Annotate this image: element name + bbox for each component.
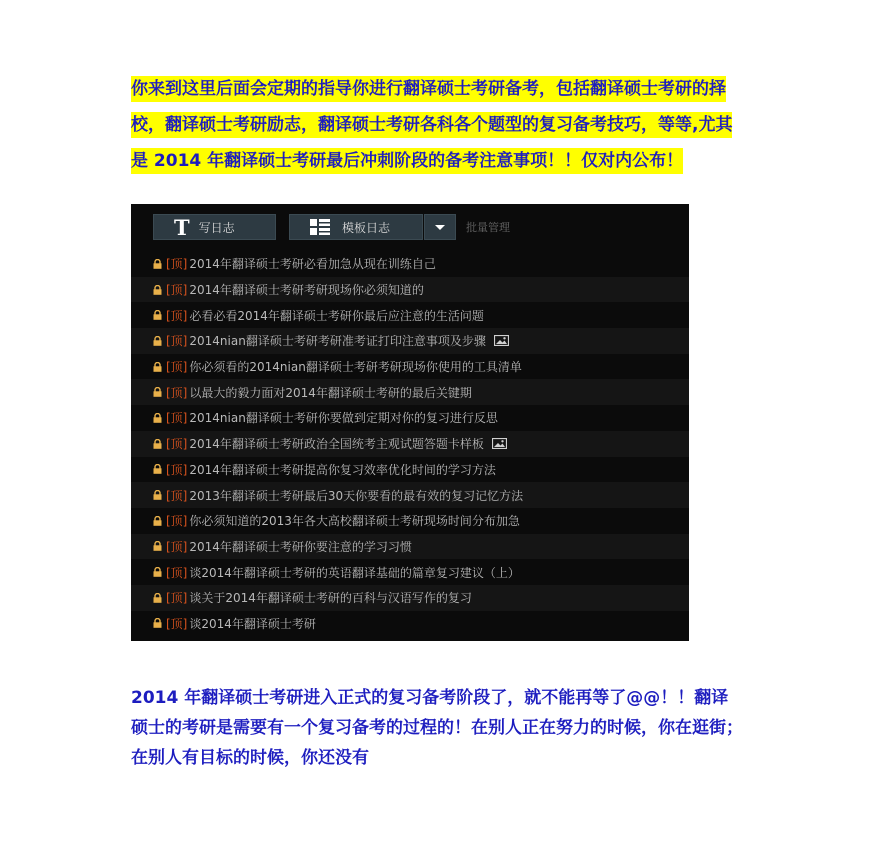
outro-paragraph <box>131 683 743 773</box>
list-item-title[interactable]: 2014年翻译硕士考研政治全国统考主观试题答题卡样板 <box>189 437 484 452</box>
list-item[interactable] <box>131 302 689 328</box>
lock-icon <box>153 259 162 269</box>
lock-icon <box>153 516 162 526</box>
pinned-tag: [顶] <box>166 283 188 298</box>
list-item[interactable] <box>131 457 689 483</box>
intro-paragraph <box>131 71 743 179</box>
pinned-tag: [顶] <box>166 257 188 272</box>
list-item[interactable] <box>131 534 689 560</box>
blog-list <box>131 251 689 636</box>
list-item[interactable] <box>131 251 689 277</box>
list-item-title[interactable]: 你必须看的2014nian翻译硕士考研考研现场你使用的工具清单 <box>189 360 522 375</box>
lock-icon <box>153 618 162 628</box>
template-blog-label: 模板日志 <box>342 220 391 235</box>
list-item-title[interactable]: 必看必看2014年翻译硕士考研你最后应注意的生活问题 <box>189 308 484 323</box>
write-blog-button[interactable] <box>153 214 276 240</box>
pinned-tag: [顶] <box>166 591 188 606</box>
list-item-title[interactable]: 2014nian翻译硕士考研考研准考证打印注意事项及步骤 <box>189 334 486 349</box>
list-item-title[interactable]: 2014年翻译硕士考研考研现场你必须知道的 <box>189 283 424 298</box>
image-icon <box>492 438 507 449</box>
pinned-tag: [顶] <box>166 539 188 554</box>
pinned-tag: [顶] <box>166 385 188 400</box>
list-item[interactable] <box>131 354 689 380</box>
list-item[interactable] <box>131 611 689 637</box>
list-item[interactable] <box>131 508 689 534</box>
image-icon <box>494 335 509 346</box>
lock-icon <box>153 541 162 551</box>
list-item[interactable] <box>131 328 689 354</box>
list-item[interactable] <box>131 431 689 457</box>
pinned-tag: [顶] <box>166 334 188 349</box>
template-list-icon <box>310 219 330 235</box>
pinned-tag: [顶] <box>166 437 188 452</box>
intro-text: 你来到这里后面会定期的指导你进行翻译硕士考研备考，包括翻译硕士考研的择校，翻译硕士考研励志，翻译硕士考研各科各个题型的复习备考技巧，等等,尤其是 2014 年翻译硕士考研最后冲刺阶段的备考注意事项！！仅对内公布！ <box>131 76 732 174</box>
list-item-title[interactable]: 谈2014年翻译硕士考研 <box>189 616 316 631</box>
lock-icon <box>153 593 162 603</box>
list-item-title[interactable]: 2014年翻译硕士考研必看加急从现在训练自己 <box>189 257 436 272</box>
write-blog-label: 写日志 <box>198 220 235 235</box>
list-item-title[interactable]: 2014nian翻译硕士考研你要做到定期对你的复习进行反思 <box>189 411 498 426</box>
lock-icon <box>153 567 162 577</box>
list-item[interactable] <box>131 559 689 585</box>
list-item[interactable] <box>131 277 689 303</box>
pinned-tag: [顶] <box>166 514 188 529</box>
lock-icon <box>153 413 162 423</box>
list-item[interactable] <box>131 379 689 405</box>
lock-icon <box>153 387 162 397</box>
lock-icon <box>153 362 162 372</box>
pinned-tag: [顶] <box>166 360 188 375</box>
lock-icon <box>153 336 162 346</box>
toolbar <box>153 214 673 240</box>
lock-icon <box>153 310 162 320</box>
pinned-tag: [顶] <box>166 308 188 323</box>
template-dropdown-button[interactable] <box>424 214 456 240</box>
template-blog-button[interactable] <box>289 214 423 240</box>
pinned-tag: [顶] <box>166 411 188 426</box>
list-item-title[interactable]: 2014年翻译硕士考研你要注意的学习习惯 <box>189 539 412 554</box>
list-item-title[interactable]: 谈2014年翻译硕士考研的英语翻译基础的篇章复习建议（上） <box>189 565 520 580</box>
list-item[interactable] <box>131 482 689 508</box>
list-item[interactable] <box>131 585 689 611</box>
pinned-tag: [顶] <box>166 462 188 477</box>
list-item[interactable] <box>131 405 689 431</box>
pinned-tag: [顶] <box>166 565 188 580</box>
list-item-title[interactable]: 你必须知道的2013年各大高校翻译硕士考研现场时间分布加急 <box>189 514 520 529</box>
chevron-down-icon <box>435 225 445 230</box>
pinned-tag: [顶] <box>166 616 188 631</box>
list-item-title[interactable]: 以最大的毅力面对2014年翻译硕士考研的最后关键期 <box>189 385 472 400</box>
lock-icon <box>153 490 162 500</box>
pinned-tag: [顶] <box>166 488 188 503</box>
list-item-title[interactable]: 谈关于2014年翻译硕士考研的百科与汉语写作的复习 <box>189 591 472 606</box>
batch-manage-link[interactable]: 批量管理 <box>466 221 510 234</box>
text-icon: T <box>174 214 190 240</box>
list-item-title[interactable]: 2013年翻译硕士考研最后30天你要看的最有效的复习记忆方法 <box>189 488 524 503</box>
lock-icon <box>153 464 162 474</box>
blog-list-panel <box>131 204 689 641</box>
outro-text: 2014 年翻译硕士考研进入正式的复习备考阶段了，就不能再等了@@！！翻译硕士的考研是需要有一个复习备考的过程的！在别人正在努力的时候，你在逛街；在别人有目标的时候，你还没有 <box>131 688 743 768</box>
lock-icon <box>153 285 162 295</box>
list-item-title[interactable]: 2014年翻译硕士考研提高你复习效率优化时间的学习方法 <box>189 462 496 477</box>
lock-icon <box>153 439 162 449</box>
